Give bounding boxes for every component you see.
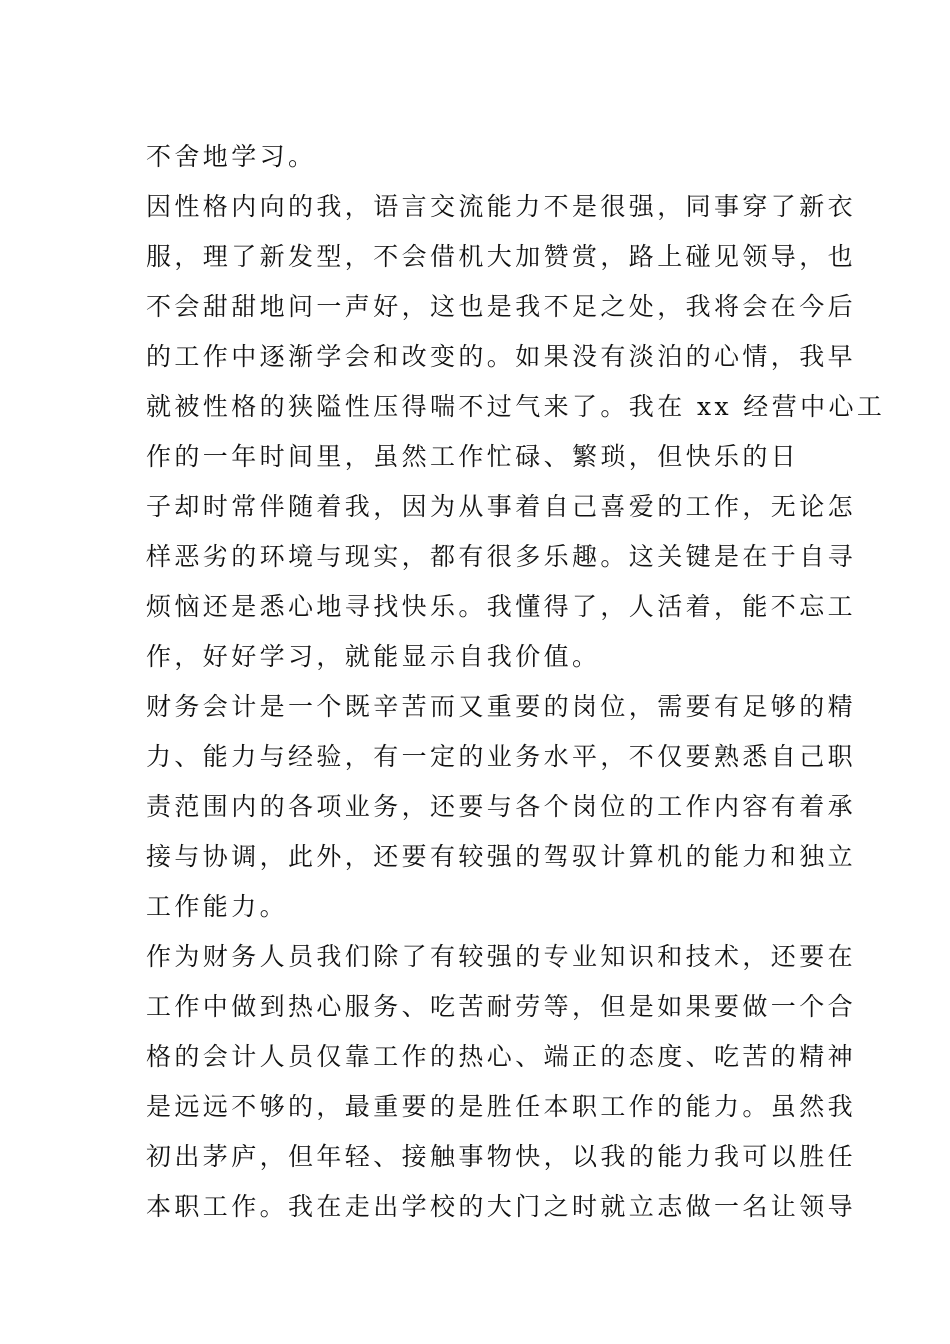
text-line: 工作中做到热心服务、吃苦耐劳等，但是如果要做一个合: [146, 992, 857, 1021]
text-line: 烦恼还是悉心地寻找快乐。我懂得了，人活着，能不忘工: [146, 592, 857, 621]
text-line: 因性格内向的我，语言交流能力不是很强，同事穿了新衣: [146, 192, 857, 221]
text-line: 不舍地学习。: [146, 142, 317, 171]
text-line: 不会甜甜地问一声好，这也是我不足之处，我将会在今后: [146, 292, 857, 321]
text-line: 本职工作。我在走出学校的大门之时就立志做一名让领导: [146, 1192, 857, 1221]
text-line: 作的一年时间里，虽然工作忙碌、繁琐，但快乐的日: [146, 442, 800, 471]
document-body: [146, 132, 886, 1232]
text-line: 作，好好学习，就能显示自我价值。: [146, 642, 601, 671]
text-line: 是远远不够的，最重要的是胜任本职工作的能力。虽然我: [146, 1092, 857, 1121]
text-line: 工作能力。: [146, 892, 289, 921]
text-line: 子却时常伴随着我，因为从事着自己喜爱的工作，无论怎: [146, 492, 857, 521]
text-line: 样恶劣的环境与现实，都有很多乐趣。这关键是在于自寻: [146, 542, 857, 571]
text-line: 就被性格的狭隘性压得喘不过气来了。我在 xx 经营中心工: [146, 392, 886, 421]
text-line: 的工作中逐渐学会和改变的。如果没有淡泊的心情，我早: [146, 342, 857, 371]
text-line: 财务会计是一个既辛苦而又重要的岗位，需要有足够的精: [146, 692, 857, 721]
text-line: 责范围内的各项业务，还要与各个岗位的工作内容有着承: [146, 792, 857, 821]
text-line: 力、能力与经验，有一定的业务水平，不仅要熟悉自己职: [146, 742, 857, 771]
text-line: 初出茅庐，但年轻、接触事物快，以我的能力我可以胜任: [146, 1142, 857, 1171]
text-line: 接与协调，此外，还要有较强的驾驭计算机的能力和独立: [146, 842, 857, 871]
text-line: 服，理了新发型，不会借机大加赞赏，路上碰见领导，也: [146, 242, 857, 271]
text-line: 格的会计人员仅靠工作的热心、端正的态度、吃苦的精神: [146, 1042, 857, 1071]
text-line: 作为财务人员我们除了有较强的专业知识和技术，还要在: [146, 942, 857, 971]
